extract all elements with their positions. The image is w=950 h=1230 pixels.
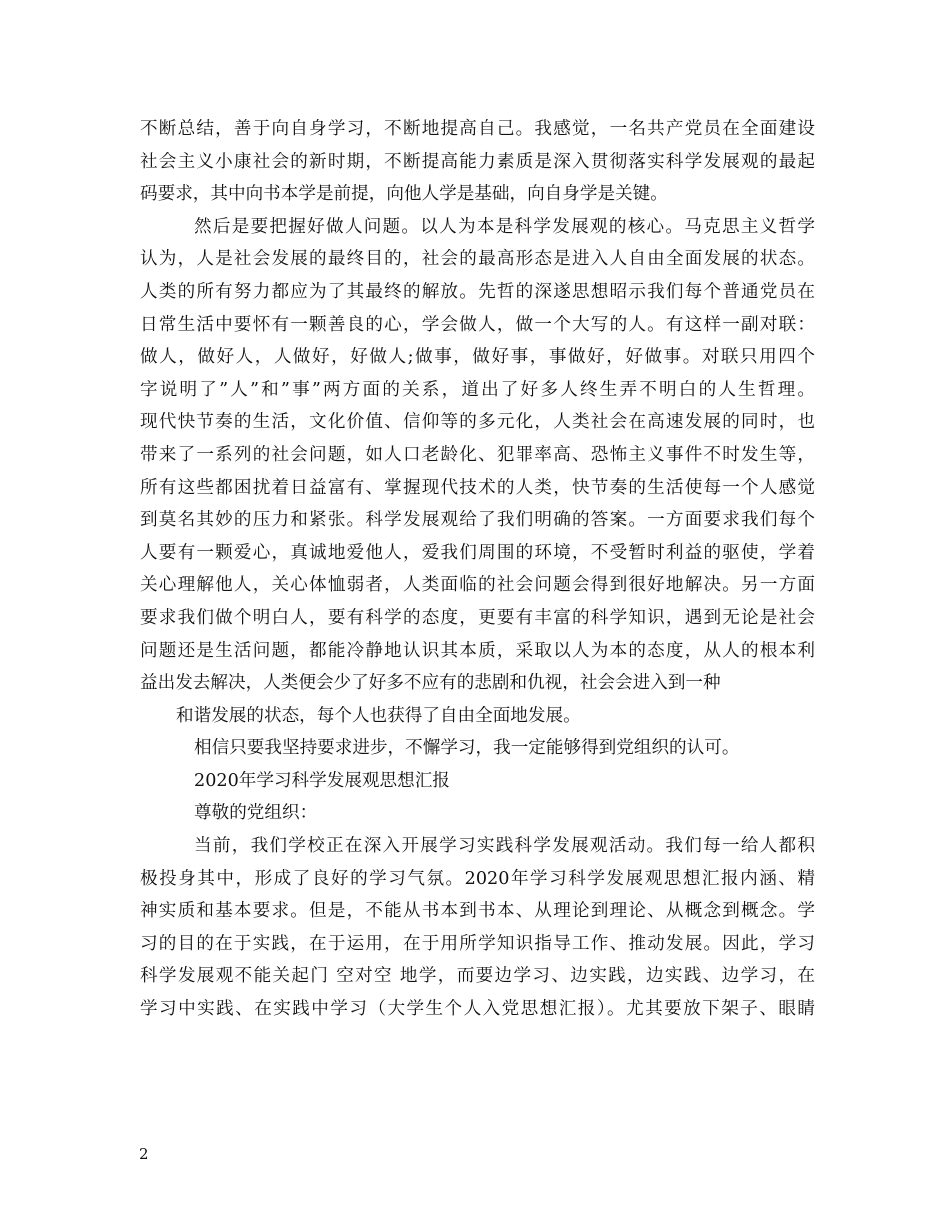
text-line: 问题还是生活问题，都能冷静地认识其本质，采取以人为本的态度，从人的根本利 (140, 640, 815, 661)
body-text (140, 113, 815, 1026)
text-line: 益出发去解决，人类便会少了好多不应有的悲剧和仇视，社会会进入到一种 (140, 673, 721, 694)
text-line: 要求我们做个明白人，要有科学的态度，更要有丰富的科学知识，遇到无论是社会 (140, 607, 815, 628)
text-line: 神实质和基本要求。但是，不能从书本到书本、从理论到理论、从概念到概念。学 (140, 901, 815, 922)
text-line: 相信只要我坚持要求进步，不懈学习，我一定能够得到党组织的认可。 (194, 738, 740, 759)
text-line: 当前，我们学校正在深入开展学习实践科学发展观活动。我们每一给人都积 (194, 836, 815, 857)
text-line: 认为，人是社会发展的最终目的，社会的最高形态是进入人自由全面发展的状态。 (140, 249, 815, 270)
text-line: 科学发展观不能关起门 空对空 地学，而要边学习、边实践，边实践、边学习，在 (140, 966, 815, 987)
text-line: 做人，做好人，人做好，好做人;做事，做好事，事做好，好做事。对联只用四个 (140, 347, 815, 368)
text-line: 人类的所有努力都应为了其最终的解放。先哲的深遂思想昭示我们每个普通党员在 (140, 281, 815, 302)
text-line: 不断总结，善于向自身学习，不断地提高自己。我感觉，一名共产党员在全面建设 (140, 119, 815, 139)
section-title: 2020年学习科学发展观思想汇报 (194, 770, 450, 791)
text-line: 极投身其中，形成了良好的学习气氛。2020年学习科学发展观思想汇报内涵、精 (140, 868, 815, 889)
salutation: 尊敬的党组织： (194, 803, 318, 824)
text-line: 码要求，其中向书本学是前提，向他人学是基础，向自身学是关键。 (140, 184, 668, 205)
text-line: 关心理解他人，关心体恤弱者，人类面临的社会问题会得到很好地解决。另一方面 (140, 575, 815, 596)
text-line: 习的目的在于实践，在于运用，在于用所学知识指导工作、推动发展。因此，学习 (140, 933, 815, 954)
page-number: 2 (139, 1145, 149, 1163)
text-line: 现代快节奏的生活，文化价值、信仰等的多元化，人类社会在高速发展的同时，也 (140, 412, 815, 433)
text-line: 人要有一颗爱心，真诚地爱他人，爱我们周围的环境，不受暂时利益的驱使，学着 (140, 542, 815, 563)
text-line: 带来了一系列的社会问题，如人口老龄化、犯罪率高、恐怖主义事件不时发生等， (140, 444, 815, 465)
text-line: 学习中实践、在实践中学习（大学生个人入党思想汇报）。尤其要放下架子、眼睛 (140, 999, 815, 1020)
text-line: 社会主义小康社会的新时期，不断提高能力素质是深入贯彻落实科学发展观的最起 (140, 151, 815, 172)
text-line: 日常生活中要怀有一颗善良的心，学会做人，做一个大写的人。有这样一副对联： (140, 314, 815, 335)
text-line: 和谐发展的状态，每个人也获得了自由全面地发展。 (176, 705, 581, 726)
text-line: 到莫名其妙的压力和紧张。科学发展观给了我们明确的答案。一方面要求我们每个 (140, 510, 815, 531)
text-line: 然后是要把握好做人问题。以人为本是科学发展观的核心。马克思主义哲学 (194, 216, 815, 237)
text-line: 字说明了”人”和”事”两方面的关系，道出了好多人终生弄不明白的人生哲理。 (140, 379, 815, 400)
text-line: 所有这些都困扰着日益富有、掌握现代技术的人类，快节奏的生活使每一个人感觉 (140, 477, 815, 498)
